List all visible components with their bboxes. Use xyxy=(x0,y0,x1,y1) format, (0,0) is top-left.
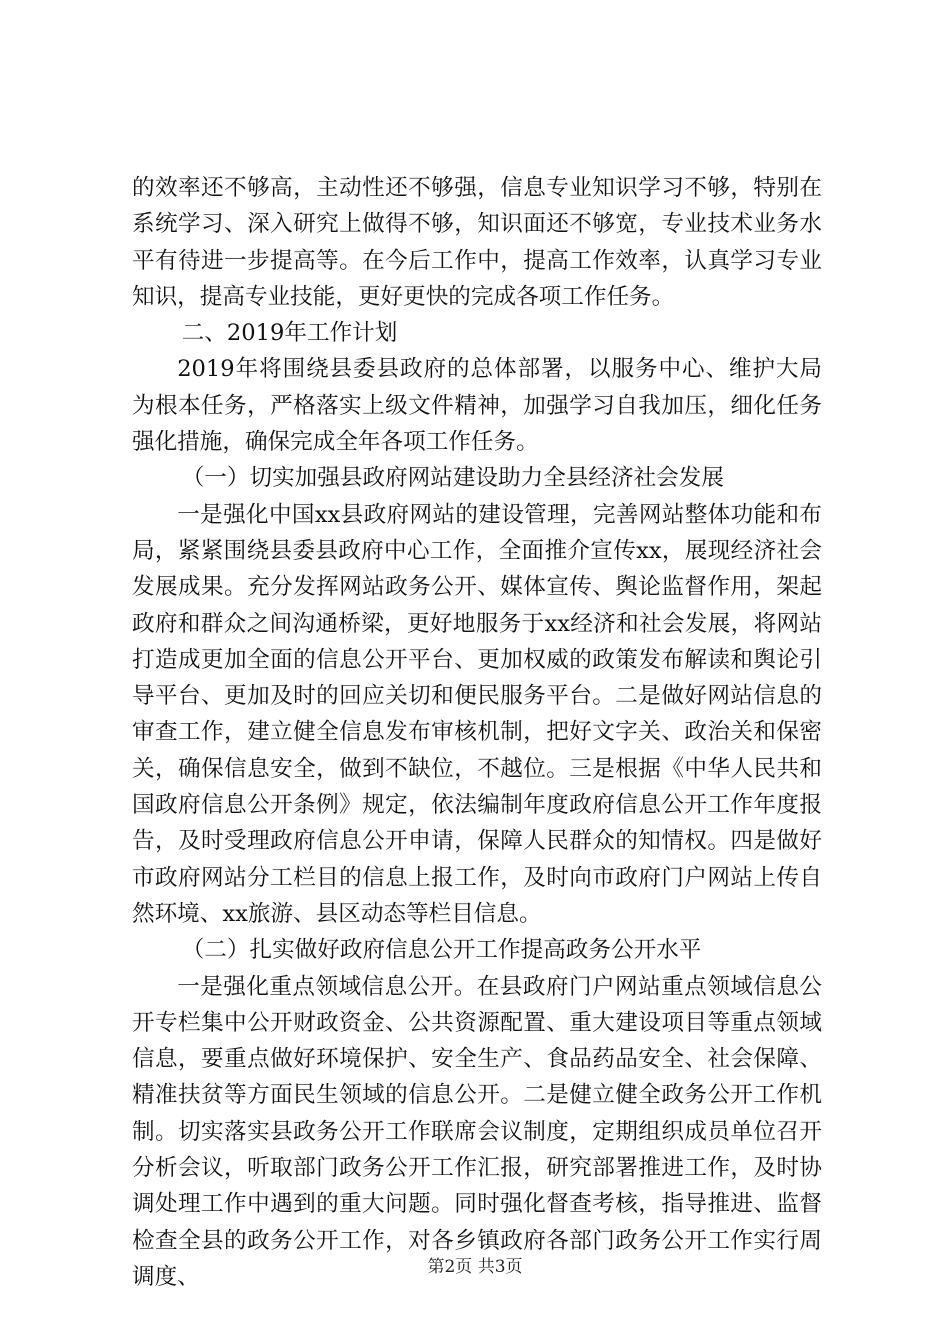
paragraph-website: 一是强化中国xx县政府网站的建设管理，完善网站整体功能和布局，紧紧围绕县委县政府中心工作，全面推介宣传xx，展现经济社会发展成果。充分发挥网站政务公开、媒体宣传、舆论监督作用，架起政府和群众之间沟通桥梁，更好地服务于xx经济和社会发展，将网站打造成更加全面的信息公开平台、更加权威的政策发布解读和舆论引导平台、更加及时的回应关切和便民服务平台。二是做好网站信息的审查工作，建立健全信息发布审核机制，把好文字关、政治关和保密关，确保信息安全，做到不缺位，不越位。三是根据《中华人民共和国政府信息公开条例》规定，依法编制年度政府信息公开工作年度报告，及时受理政府信息公开申请，保障人民群众的知情权。四是做好市政府网站分工栏目的信息上报工作，及时向市政府门户网站上传自然环境、xx旅游、县区动态等栏目信息。 xyxy=(132,501,822,927)
document-body xyxy=(132,170,822,1295)
subheading-disclosure: （二）扎实做好政府信息公开工作提高政务公开水平 xyxy=(181,937,702,964)
paragraph-continuation: 的效率还不够高，主动性还不够强，信息专业知识学习不够，特别在系统学习、深入研究上做得不够，知识面还不够宽，专业技术业务水平有待进一步提高等。在今后工作中，提高工作效率，认真学习专业知识，提高专业技能，更好更快的完成各项工作任务。 xyxy=(132,175,822,310)
subheading-website: （一）切实加强县政府网站建设助力全县经济社会发展 xyxy=(181,465,724,492)
paragraph-plan-intro: 2019年将围绕县委县政府的总体部署，以服务中心、维护大局为根本任务，严格落实上级文件精神，加强学习自我加压，细化任务强化措施，确保完成全年各项工作任务。 xyxy=(132,356,822,456)
section-heading-plan: 二、2019年工作计划 xyxy=(181,320,398,347)
paragraph-disclosure: 一是强化重点领域信息公开。在县政府门户网站重点领域信息公开专栏集中公开财政资金、公共资源配置、重大建设项目等重点领域信息，要重点做好环境保护、安全生产、食品药品安全、社会保障、精准扶贫等方面民生领域的信息公开。二是健立健全政务公开工作机制。切实落实县政务公开工作联席会议制度，定期组织成员单位召开分析会议，听取部门政务公开工作汇报，研究部署推进工作，及时协调处理工作中遇到的重大问题。同时强化督查考核，指导推进、监督检查全县的政务公开工作，对各乡镇政府各部门政务公开工作实行周调度、 xyxy=(132,973,822,1290)
page-number-footer: 第2页 共3页 xyxy=(427,1257,523,1277)
